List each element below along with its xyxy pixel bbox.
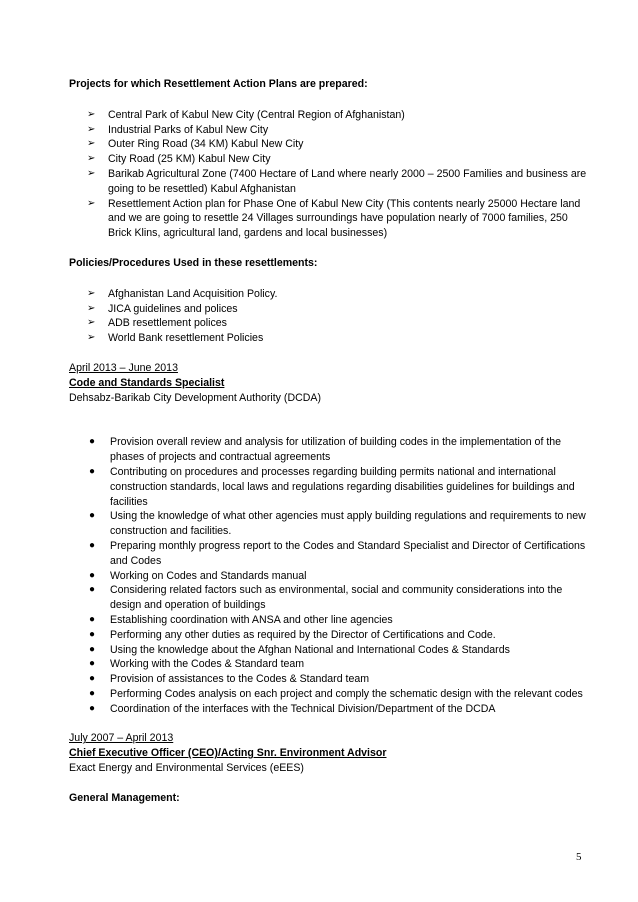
bullet-icon: ● — [89, 436, 96, 448]
list-item: ➢ Industrial Parks of Kabul New City — [87, 123, 269, 136]
list-item: ● Provision overall review and analysis for utilization of building codes in the implementation of the phases of projects and contractual agreements — [89, 436, 562, 464]
arrow-bullet-icon: ➢ — [87, 167, 96, 179]
arrow-bullet-icon: ➢ — [87, 108, 96, 120]
job-entry-dcda — [69, 361, 589, 405]
page-number: 5 — [576, 851, 582, 863]
arrow-bullet-icon: ➢ — [87, 197, 96, 209]
list-item: ➢ Outer Ring Road (34 KM) Kabul New City — [87, 138, 304, 151]
list-item: ➢ JICA guidelines and polices — [87, 302, 238, 315]
arrow-bullet-icon: ➢ — [87, 138, 96, 150]
list-item: ● Working on Codes and Standards manual — [89, 569, 307, 582]
bullet-icon: ● — [89, 702, 96, 714]
job-duties-list — [89, 435, 589, 716]
arrow-bullet-icon: ➢ — [87, 302, 96, 314]
bullet-icon: ● — [89, 539, 96, 551]
bullet-icon: ● — [89, 510, 96, 522]
list-item: ➢ Central Park of Kabul New City (Central Region of Afghanistan) — [87, 108, 405, 121]
list-item: ● Working with the Codes & Standard team — [89, 658, 305, 671]
bullet-icon: ● — [89, 673, 96, 685]
bullet-icon: ● — [89, 584, 96, 596]
arrow-bullet-icon: ➢ — [87, 123, 96, 135]
list-item: ➢ World Bank resettlement Policies — [87, 332, 264, 345]
job-organization: Dehsabz-Barikab City Development Authority (DCDA) — [69, 391, 321, 404]
list-item: ● Coordination of the interfaces with the Technical Division/Department of the DCDA — [89, 702, 496, 715]
list-item: ● Performing any other duties as required by the Director of Certifications and Code. — [89, 628, 496, 641]
bullet-icon: ● — [89, 613, 96, 625]
list-item: ➢ Resettlement Action plan for Phase One of Kabul New City (This contents nearly 25000 Hectare land and we are going to resettle 24 Villages surroundings have population nearly of 7000 families, 250 Brick Klins, agricultural land, gardens and local businesses) — [87, 197, 581, 240]
policies-list — [87, 287, 589, 346]
bullet-icon: ● — [89, 643, 96, 655]
job-dates: July 2007 – April 2013 — [69, 732, 174, 745]
bullet-icon: ● — [89, 628, 96, 640]
bullet-icon: ● — [89, 658, 96, 670]
spacer — [69, 405, 589, 435]
bullet-icon: ● — [89, 687, 96, 699]
job-dates: April 2013 – June 2013 — [69, 361, 178, 374]
job-title: Code and Standards Specialist — [69, 376, 225, 389]
list-item: ➢ Barikab Agricultural Zone (7400 Hectare of Land where nearly 2000 – 2500 Families and business are going to be resettled) Kabul Afghanistan — [87, 167, 587, 195]
arrow-bullet-icon: ➢ — [87, 332, 96, 344]
list-item: ➢ Afghanistan Land Acquisition Policy. — [87, 287, 278, 300]
arrow-bullet-icon: ➢ — [87, 153, 96, 165]
job-entry-eees — [69, 731, 589, 775]
projects-list — [87, 108, 589, 241]
list-item: ● Using the knowledge about the Afghan National and International Codes & Standards — [89, 643, 510, 656]
list-item: ● Using the knowledge of what other agencies must apply building regulations and requirements to new construction and facilities. — [89, 510, 586, 538]
job-organization: Exact Energy and Environmental Services (eEES) — [69, 762, 304, 775]
general-management-heading: General Management: — [69, 791, 180, 804]
arrow-bullet-icon: ➢ — [87, 287, 96, 299]
arrow-bullet-icon: ➢ — [87, 317, 96, 329]
list-item: ➢ City Road (25 KM) Kabul New City — [87, 153, 271, 166]
list-item: ● Provision of assistances to the Codes & Standard team — [89, 673, 370, 686]
list-item: ➢ ADB resettlement polices — [87, 317, 227, 330]
job-title: Chief Executive Officer (CEO)/Acting Snr. Environment Advisor — [69, 747, 387, 760]
list-item: ● Establishing coordination with ANSA and other line agencies — [89, 613, 393, 626]
list-item: ● Contributing on procedures and processes regarding building permits national and international construction standards, local laws and regulations regarding disabilities guidelines for buildings and facilities — [89, 465, 575, 508]
list-item: ● Preparing monthly progress report to the Codes and Standard Specialist and Director of Certifications and Codes — [89, 539, 586, 567]
document-page — [69, 77, 589, 806]
projects-heading: Projects for which Resettlement Action Plans are prepared: — [69, 78, 368, 90]
policies-heading: Policies/Procedures Used in these resettlements: — [69, 256, 318, 269]
list-item: ● Considering related factors such as environmental, social and community considerations into the design and operation of buildings — [89, 584, 563, 612]
bullet-icon: ● — [89, 569, 96, 581]
list-item: ● Performing Codes analysis on each project and comply the schematic design with the relevant codes — [89, 687, 583, 700]
bullet-icon: ● — [89, 465, 96, 477]
